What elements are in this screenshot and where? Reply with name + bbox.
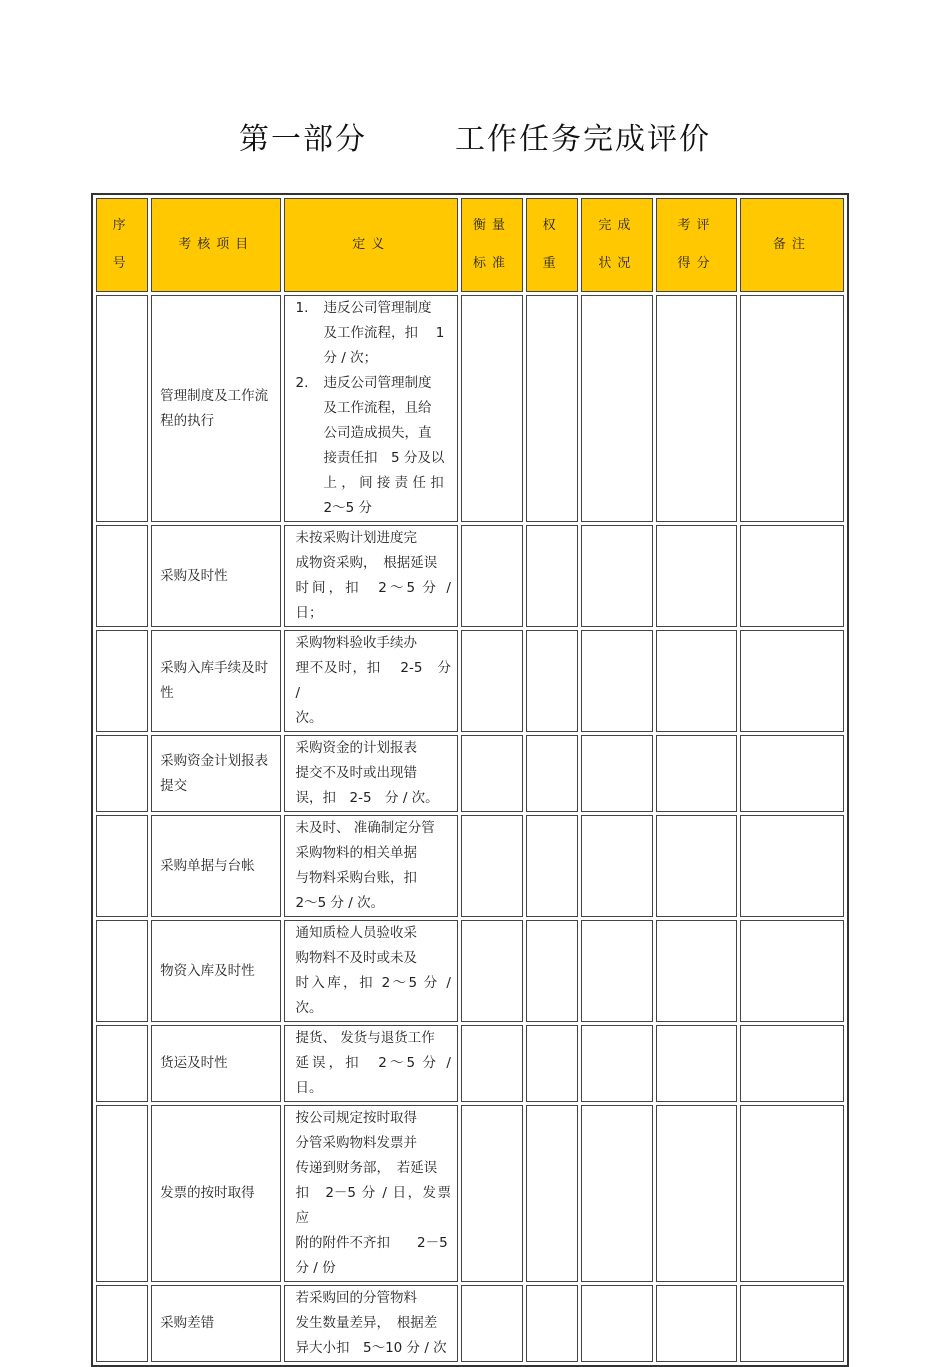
table-row — [96, 525, 844, 627]
def-cell: 按公司规定按时取得 分管采购物料发票并 传递到财务部， 若延误 扣 2－5 分 / 日，发票应 附的附件不齐扣 2－5 分 / 份 — [284, 1105, 457, 1282]
def-cell: 提货、 发货与退货工作 延误，扣 2～5 分 / 日。 — [284, 1025, 457, 1102]
measure-cell[interactable] — [461, 630, 523, 732]
header-row — [96, 198, 844, 292]
seq-cell — [96, 1025, 148, 1102]
page-title — [0, 114, 950, 158]
remark-cell[interactable] — [740, 630, 844, 732]
header-seq: 序 号 — [96, 198, 148, 292]
seq-cell — [96, 630, 148, 732]
table-row — [96, 735, 844, 812]
seq-cell — [96, 1285, 148, 1362]
def-cell: 采购资金的计划报表 提交不及时或出现错 误，扣 2-5 分 / 次。 — [284, 735, 457, 812]
status-cell[interactable] — [581, 735, 653, 812]
def-cell: 未按采购计划进度完 成物资采购， 根据延误 时间，扣 2～5 分 / 日； — [284, 525, 457, 627]
score-cell[interactable] — [656, 1285, 736, 1362]
remark-cell[interactable] — [740, 525, 844, 627]
item-cell: 采购单据与台帐 — [151, 815, 281, 917]
table-row — [96, 1105, 844, 1282]
score-cell[interactable] — [656, 1105, 736, 1282]
weight-cell[interactable] — [526, 735, 578, 812]
measure-cell[interactable] — [461, 735, 523, 812]
weight-cell[interactable] — [526, 1105, 578, 1282]
measure-cell[interactable] — [461, 920, 523, 1022]
weight-cell[interactable] — [526, 920, 578, 1022]
status-cell[interactable] — [581, 920, 653, 1022]
header-def: 定义 — [284, 198, 457, 292]
table-row — [96, 630, 844, 732]
seq-cell — [96, 815, 148, 917]
header-status: 完成 状况 — [581, 198, 653, 292]
table-row — [96, 815, 844, 917]
table-row — [96, 1025, 844, 1102]
weight-cell[interactable] — [526, 1285, 578, 1362]
item-cell: 采购资金计划报表提交 — [151, 735, 281, 812]
status-cell[interactable] — [581, 630, 653, 732]
header-weight: 权 重 — [526, 198, 578, 292]
header-remark: 备注 — [740, 198, 844, 292]
score-cell[interactable] — [656, 630, 736, 732]
table-row — [96, 920, 844, 1022]
seq-cell — [96, 735, 148, 812]
header-score: 考评 得分 — [656, 198, 736, 292]
measure-cell[interactable] — [461, 295, 523, 522]
item-cell: 货运及时性 — [151, 1025, 281, 1102]
status-cell[interactable] — [581, 295, 653, 522]
measure-cell[interactable] — [461, 1285, 523, 1362]
header-item: 考核项目 — [151, 198, 281, 292]
remark-cell[interactable] — [740, 815, 844, 917]
measure-cell[interactable] — [461, 525, 523, 627]
title-name: 工作任务完成评价 — [455, 122, 711, 157]
measure-cell[interactable] — [461, 815, 523, 917]
score-cell[interactable] — [656, 735, 736, 812]
header-measure: 衡量 标准 — [461, 198, 523, 292]
table-row — [96, 295, 844, 522]
seq-cell — [96, 525, 148, 627]
measure-cell[interactable] — [461, 1105, 523, 1282]
status-cell[interactable] — [581, 815, 653, 917]
weight-cell[interactable] — [526, 525, 578, 627]
seq-cell — [96, 920, 148, 1022]
weight-cell[interactable] — [526, 295, 578, 522]
remark-cell[interactable] — [740, 295, 844, 522]
status-cell[interactable] — [581, 1105, 653, 1282]
weight-cell[interactable] — [526, 630, 578, 732]
table-row — [96, 1285, 844, 1362]
score-cell[interactable] — [656, 525, 736, 627]
score-cell[interactable] — [656, 1025, 736, 1102]
title-part: 第一部分 — [239, 122, 367, 157]
measure-cell[interactable] — [461, 1025, 523, 1102]
def-cell: 若采购回的分管物料 发生数量差异， 根据差 异大小扣 5～10 分 / 次 — [284, 1285, 457, 1362]
item-cell: 采购差错 — [151, 1285, 281, 1362]
score-cell[interactable] — [656, 815, 736, 917]
remark-cell[interactable] — [740, 1025, 844, 1102]
status-cell[interactable] — [581, 1285, 653, 1362]
remark-cell[interactable] — [740, 920, 844, 1022]
item-cell: 采购入库手续及时性 — [151, 630, 281, 732]
remark-cell[interactable] — [740, 735, 844, 812]
item-cell: 管理制度及工作流程的执行 — [151, 295, 281, 522]
item-cell: 发票的按时取得 — [151, 1105, 281, 1282]
def-cell: 通知质检人员验收采 购物料不及时或未及 时入库，扣 2～5 分 / 次。 — [284, 920, 457, 1022]
remark-cell[interactable] — [740, 1285, 844, 1362]
status-cell[interactable] — [581, 1025, 653, 1102]
def-cell: 未及时、 准确制定分管 采购物料的相关单据 与物料采购台账，扣 2～5 分 / 次。 — [284, 815, 457, 917]
def-cell: 1. 违反公司管理制度 及工作流程，扣 1 分 / 次； 2. 违反公司管理制度 及工作流程，且给 公司造成损失，直 接责任扣 5 分及以 上 ， 间 接 责 任 扣 2～5 分 — [284, 295, 457, 522]
weight-cell[interactable] — [526, 815, 578, 917]
item-cell: 采购及时性 — [151, 525, 281, 627]
item-cell: 物资入库及时性 — [151, 920, 281, 1022]
seq-cell — [96, 295, 148, 522]
weight-cell[interactable] — [526, 1025, 578, 1102]
seq-cell — [96, 1105, 148, 1282]
score-cell[interactable] — [656, 920, 736, 1022]
def-cell: 采购物料验收手续办 理不及时，扣 2-5 分 / 次。 — [284, 630, 457, 732]
evaluation-table — [91, 193, 849, 1367]
score-cell[interactable] — [656, 295, 736, 522]
status-cell[interactable] — [581, 525, 653, 627]
remark-cell[interactable] — [740, 1105, 844, 1282]
